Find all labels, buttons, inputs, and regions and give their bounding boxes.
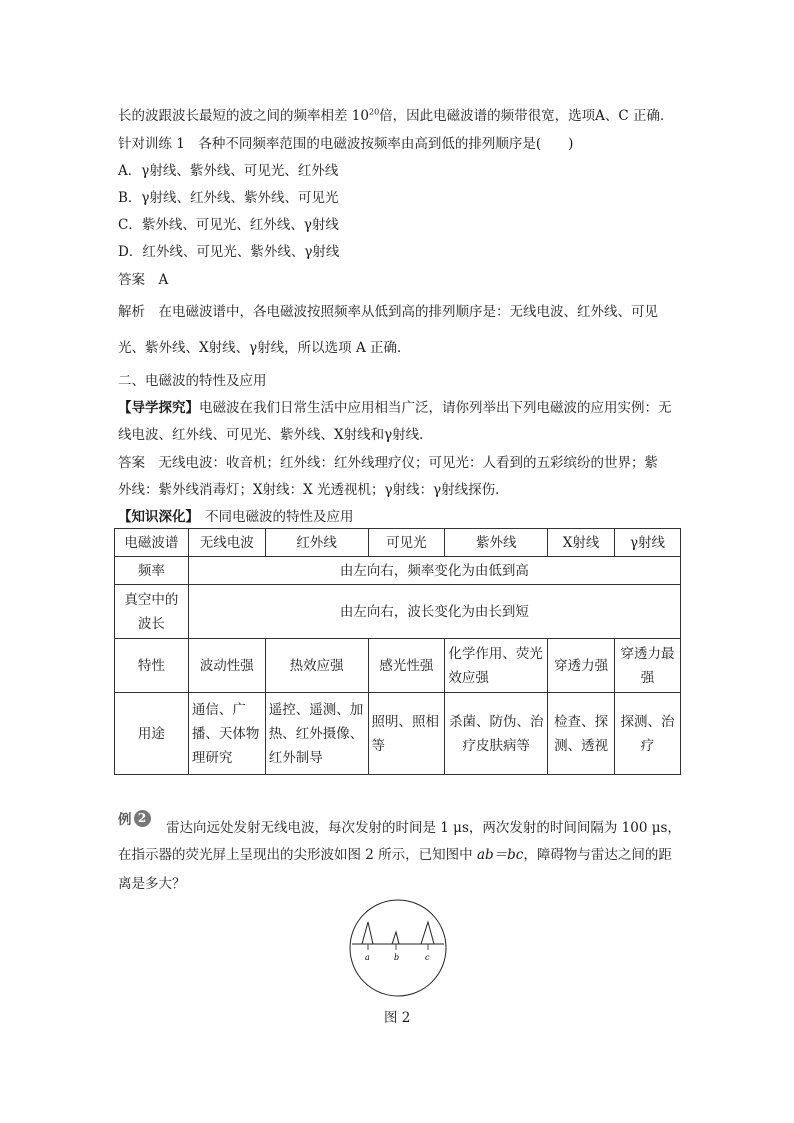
example-line-1: 雷达向远处发射无线电波，每次发射的时间是 1 μs，两次发射的时间间隔为 100 μs，: [166, 820, 681, 836]
row-label-frequency: 频率: [115, 557, 189, 585]
radar-figure: [348, 898, 448, 1002]
table-row: [115, 639, 681, 693]
pulse-c: [421, 922, 434, 944]
table-cell: 穿透力最强: [615, 639, 681, 693]
guide-line-1: 【导学探究】电磁波在我们日常生活中应用相当广泛，请你列举出下列电磁波的应用实例：无: [118, 400, 672, 416]
pulse-a: [362, 922, 373, 944]
guide-tag: 【导学探究】: [118, 400, 199, 416]
table-row: [115, 529, 681, 557]
deep-heading: 【知识深化】 不同电磁波的特性及应用: [118, 509, 354, 525]
table-header-cell: 电磁波谱: [115, 529, 189, 557]
example-number: 2: [134, 810, 151, 827]
table-row: [115, 693, 681, 775]
table-row: [115, 557, 681, 585]
deep-tag: 【知识深化】: [118, 509, 199, 525]
guide-answer-1: 答案 无线电波：收音机；红外线：红外线理疗仪；可见光：人看到的五彩缤纷的世界；紫: [118, 455, 658, 471]
guide-answer-2: 外线：紫外线消毒灯；X射线：X 光透视机；γ射线：γ射线探伤．: [118, 482, 509, 498]
table-header-cell: γ射线: [615, 529, 681, 557]
pulse-b: [392, 932, 399, 944]
label-a: a: [365, 953, 370, 962]
table-row: [115, 585, 681, 639]
section-title: 二、电磁波的特性及应用: [118, 373, 267, 389]
table-cell: 遥控、遥测、加热、红外摄像、红外制导: [265, 693, 368, 775]
label-c: c: [425, 953, 430, 962]
example-line-3: 离是多大？: [118, 876, 186, 892]
row-label-usage: 用途: [115, 693, 189, 775]
table-cell: 波动性强: [188, 639, 265, 693]
frequency-trend: 由左向右，频率变化为由低到高: [188, 557, 680, 585]
option-a: A．γ射线、紫外线、可见光、红外线: [118, 163, 339, 179]
screen-circle: [350, 900, 446, 996]
ab-equals-bc: ab＝bc: [476, 847, 524, 863]
figure-caption: 图 2: [384, 1010, 411, 1026]
em-spectrum-table: [114, 528, 681, 775]
table-cell: 化学作用、荧光效应强: [445, 639, 548, 693]
example-line-2: 在指示器的荧光屏上呈现出的尖形波如图 2 所示，已知图中 ab＝bc，障碍物与雷达之间的距: [118, 847, 672, 863]
wavelength-trend: 由左向右，波长变化为由长到短: [188, 585, 680, 639]
table-header-cell: 无线电波: [188, 529, 265, 557]
analysis-line-2: 光、紫外线、X射线、γ射线，所以选项 A 正确．: [118, 340, 411, 356]
example-label: 例: [118, 812, 132, 828]
label-b: b: [394, 953, 400, 962]
table-cell: 照明、照相等: [368, 693, 445, 775]
table-cell: 杀菌、防伪、治疗皮肤病等: [445, 693, 548, 775]
table-header-cell: 红外线: [265, 529, 368, 557]
guide-line-2: 线电波、红外线、可见光、紫外线、X射线和γ射线．: [118, 427, 433, 443]
row-label-property: 特性: [115, 639, 189, 693]
table-cell: 穿透力强: [548, 639, 615, 693]
table-header-cell: X射线: [548, 529, 615, 557]
table-header-cell: 紫外线: [445, 529, 548, 557]
option-b: B．γ射线、红外线、紫外线、可见光: [118, 190, 339, 206]
table-header-cell: 可见光: [368, 529, 445, 557]
answer: 答案 A: [118, 272, 169, 288]
table-cell: 热效应强: [265, 639, 368, 693]
analysis-line-1: 解析 在电磁波谱中，各电磁波按照频率从低到高的排列顺序是：无线电波、红外线、可见: [118, 304, 658, 320]
training-question: 针对训练 1 各种不同频率范围的电磁波按频率由高到低的排列顺序是( ): [118, 136, 574, 152]
intro-line: 长的波跟波长最短的波之间的频率相差 $10^{20}$倍，因此电磁波谱的频带很宽，选项A、C 正确．: [118, 107, 674, 124]
table-cell: 感光性强: [368, 639, 445, 693]
option-c: C．紫外线、可见光、红外线、γ射线: [118, 217, 339, 233]
table-cell: 通信、广播、天体物理研究: [188, 693, 265, 775]
table-cell: 探测、治疗: [615, 693, 681, 775]
radar-screen: [348, 898, 448, 998]
row-label-wavelength: 真空中的 波长: [115, 585, 189, 639]
option-d: D．红外线、可见光、紫外线、γ射线: [118, 244, 340, 260]
table-cell: 检查、探测、透视: [548, 693, 615, 775]
example-badge: [118, 808, 151, 828]
